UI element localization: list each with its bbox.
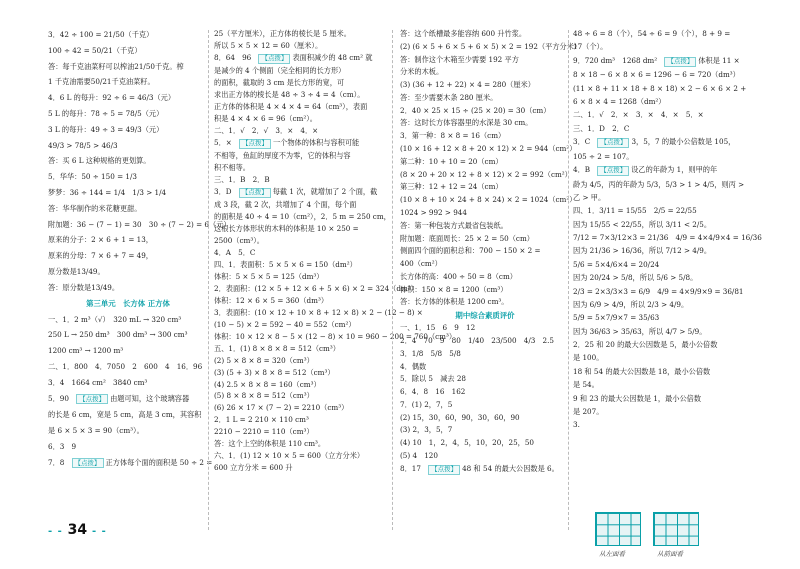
line: 答：第一种包装方式最省包装纸。 (400, 220, 508, 230)
line: 3．第一种：8 × 8 = 16（cm） (400, 131, 506, 141)
cube-view-figure (595, 512, 755, 557)
line: 原来的分子：2 × 6 + 1 = 13， (48, 235, 153, 245)
line: 不相等，鱼缸的厚度不为零，它的体积与容 (214, 150, 351, 160)
line: 4．A 5．C (214, 247, 256, 257)
line: 成 3 段，截 2 次，共增加了 4 个面，每个面 (214, 199, 357, 209)
column-divider (208, 30, 209, 530)
line: 是 6 × 5 × 3 = 90（cm³）。 (48, 426, 144, 436)
line: 求出正方体的棱长是 48 ÷ 3 ÷ 4 = 4（cm）。 (214, 89, 365, 99)
hint-tag: 【点拨】 (76, 394, 108, 405)
line: 答：买 6 L 这种规格的更划算。 (48, 156, 151, 166)
line: 7．(1) 2，7，5 (400, 399, 453, 409)
line: 答：至少需要木条 280 厘米。 (400, 92, 498, 102)
line: 100 ÷ 42 = 50/21（千克） (48, 45, 142, 55)
line: 积不相等。 (214, 162, 250, 172)
line: 18 和 54 的最大公因数是 18，最小公倍数 (573, 366, 711, 376)
page-number (48, 522, 107, 538)
line: 侧面四个面的面积总和：700 − 150 × 2 = (400, 246, 541, 256)
line: (4) 10 1，2，4，5，10，20，25，50 (400, 438, 534, 448)
line: 答：这时长方体容器里的水深是 30 cm。 (400, 118, 533, 128)
line: (3) (5 + 3) × 8 × 8 = 512（cm³） (214, 367, 335, 377)
line: (3) (36 + 12 + 22) × 4 = 280（厘米） (400, 80, 535, 90)
line: 17（个）。 (573, 42, 608, 52)
line: (2) 5 × 8 × 8 = 320（cm³） (214, 355, 314, 365)
line: 这根长方体形状的木料的体积是 10 × 250 = (214, 223, 359, 233)
line: 2．4 70 9 80 1/40 23/500 4/3 2.5 (400, 336, 554, 345)
hint-tag: 【点拨】 (428, 465, 460, 475)
line: 附加题：36 − (7 − 1) = 30 30 ÷ (7 − 2) = 6（元） (48, 219, 231, 229)
line: (2) (6 × 5 + 6 × 5 + 6 × 5) × 2 = 192（平方分米） (400, 41, 582, 51)
line: 答：制作这个木箱至少需要 192 平方 (400, 54, 519, 64)
line: 答：原分数是13/49。 (48, 282, 120, 292)
line: 1024 > 992 > 944 (400, 207, 467, 217)
line: 所以 5 × 5 × 12 = 60（厘米）。 (214, 40, 323, 50)
line: (10 × 16 + 12 × 8 + 20 × 12) × 2 = 944（cm²） (400, 144, 577, 154)
line: 因为 6/9 > 4/9，所以 2/3 > 4/9。 (573, 299, 689, 309)
line: 5．× 【点拨】 一个物体的体积与容积可能 (214, 137, 360, 147)
line: 1200 cm³ → 1200 m³ (48, 346, 124, 356)
line: 一、1．2 m³（√） 320 mL → 320 cm³ (48, 314, 182, 324)
line: 105 ÷ 2 = 107。 (573, 151, 634, 161)
line: 一、1．15 6 9 12 (400, 323, 476, 333)
line: 4．6 L 的每升：92 ÷ 6 = 46/3（元） (48, 93, 176, 103)
hint-tag: 【点拨】 (239, 139, 271, 149)
line: 2．40 × 25 × 15 ÷ (25 × 20) = 30（cm） (400, 105, 551, 115)
line: 6 × 8 × 4 = 1268（dm²） (573, 97, 666, 107)
line: 三、1．D 2．C (573, 123, 630, 133)
line: 原分数是13/49。 (48, 266, 105, 276)
line: 4．B 【点拨】 设乙的年龄为 1，则甲的年 (573, 165, 718, 175)
line: 是 207。 (573, 406, 604, 416)
line: (6) 26 × 17 × (7 − 2) = 2210（cm³） (214, 403, 349, 413)
line: 的面积，截取的 3 cm 是长方形的宽，可 (214, 78, 345, 88)
line: 梦梦：36 ÷ 144 = 1/4 1/3 > 1/4 (48, 187, 167, 197)
line: 五、1．(1) 8 × 8 × 8 = 512（cm³） (214, 343, 340, 353)
hint-tag: 【点拨】 (239, 188, 271, 198)
line: (2) 15，30，60，90，30，60，90 (400, 412, 520, 422)
hint-tag: 【点拨】 (597, 166, 629, 176)
front-view-caption: 从前面看 (657, 550, 683, 558)
line: 5 L 的每升：78 ÷ 5 = 78/5（元） (48, 108, 164, 118)
line: 3 L 的每升：49 ÷ 3 = 49/3（元） (48, 124, 164, 134)
line: 答：每千克油菜籽可以榨油21/50千克。榨 (48, 61, 184, 71)
line: 是减少的 4 个侧面（完全相同的长方形） (214, 66, 346, 76)
line: 2500（cm³）。 (214, 235, 264, 245)
line: 3．1/8 5/8 5/8 (400, 348, 461, 358)
line: 因为 36/63 > 35/63，所以 4/7 > 5/9。 (573, 326, 707, 336)
line: 体积：150 × 8 = 1200（cm³） (400, 284, 508, 294)
line: 第二种：10 + 10 = 20（cm） (400, 156, 503, 166)
line: 答：这个上空的体积是 110 cm³。 (214, 439, 326, 449)
line: 3．4 1664 cm² 3840 cm³ (48, 377, 148, 387)
line: 5．华华：50 ÷ 150 = 1/3 (48, 172, 137, 182)
line: (5) 4 120 (400, 451, 438, 461)
line: 5/9 = 5×7/9×7 = 35/63 (573, 313, 660, 323)
page-number-value: 34 (67, 522, 88, 538)
line: 49/3 > 78/5 > 46/3 (48, 140, 118, 150)
line: 分米的木板。 (400, 67, 444, 77)
line: 三、1．B 2．B (214, 174, 270, 184)
line: 8．64 96 【点拨】 表面积减少的 48 cm² 就 (214, 52, 373, 62)
line: 的长是 6 cm，宽是 5 cm，高是 3 cm，其容积 (48, 410, 202, 420)
line: 2．表面积：(12 × 5 + 12 × 6 + 5 × 6) × 2 = 324（dm²） (214, 283, 418, 293)
line: 四、1．表面积：5 × 5 × 6 = 150（dm²） (214, 259, 357, 269)
line: (3) 2，3，5，7 (400, 425, 453, 435)
hint-tag: 【点拨】 (597, 138, 629, 148)
line: 二、1．800 4．7050 2 600 4 16．96 (48, 362, 203, 371)
line: 四、1．3/11 = 15/55 2/5 = 22/55 (573, 206, 697, 216)
line: 5．90 【点拨】 由题可知，这个玻璃容器 (48, 393, 190, 403)
line: (10 − 5) × 2 = 592 − 40 = 552（cm²） (214, 319, 356, 329)
line: 2210 − 2210 = 110（cm³） (214, 427, 314, 437)
line: 长方体的高：400 ÷ 50 = 8（cm） (400, 271, 517, 281)
line: 25（平方厘米），正方体的棱长是 5 厘米。 (214, 29, 351, 38)
line: (8 × 20 + 20 × 12 + 8 × 12) × 2 = 992（cm²） (400, 169, 572, 179)
line: 体积：5 × 5 × 5 = 125（dm³） (214, 271, 324, 281)
line: 因为 21/36 > 16/36，所以 7/12 > 4/9。 (573, 246, 712, 256)
line: 3．C 【点拨】 3，5，7 的最小公倍数是 105， (573, 137, 736, 147)
line: 2．25 和 20 的最大公因数是 5，最小公倍数 (573, 340, 718, 350)
line: 7/12 = 7×3/12×3 = 21/36 4/9 = 4×4/9×4 = 16/36 (573, 233, 762, 243)
column-divider (392, 30, 393, 530)
line: 2．1 L = 2 210 × 110 cm³ (214, 415, 309, 425)
line: 正方体的体积是 4 × 4 × 4 = 64（cm³），表面 (214, 101, 368, 111)
answer-column-3 (400, 29, 582, 479)
front-view-grid (653, 512, 699, 546)
left-view-caption: 从左面看 (599, 550, 625, 558)
line: 3．D 【点拨】 每截 1 次，就增加了 2 个面，截 (214, 186, 378, 196)
line: 6．4．8 16 162 (400, 387, 466, 397)
line: 5/6 = 5×4/6×4 = 20/24 (573, 259, 660, 269)
line: 8．17 【点拨】 48 和 54 的最大公因数是 6。 (400, 463, 559, 473)
line: 是 100。 (573, 353, 604, 363)
hint-tag: 【点拨】 (72, 458, 104, 469)
unit-title: 第三单元 长方体 正方体 (86, 298, 170, 308)
page-number-decoration: - - (48, 526, 63, 537)
line: 体积：10 × 12 × 8 − 5 × (12 − 8) × 10 = 960 − 200 = 760（cm³） (214, 331, 457, 341)
line: 是 54。 (573, 380, 599, 390)
line: (10 × 8 + 10 × 24 + 8 × 24) × 2 = 1024（cm²） (400, 195, 577, 205)
line: 答：长方体的体积是 1200 cm³。 (400, 297, 509, 307)
line: (4) 2.5 × 8 × 8 = 160（cm³） (214, 379, 321, 389)
line: 600 立方分米 = 600 升 (214, 463, 293, 473)
line: 龄为 4/5，丙的年龄为 5/3，5/3 > 1 > 4/5，则丙 > (573, 179, 745, 189)
line: 第三种：12 + 12 = 24（cm） (400, 182, 503, 192)
line: 原来的分母：7 × 6 + 7 = 49， (48, 251, 153, 261)
line: 1 千克油需要50/21千克油菜籽。 (48, 77, 155, 87)
line: 2/3 = 2×3/3×3 = 6/9 4/9 = 4×9/9×9 = 36/81 (573, 286, 744, 296)
line: 9．720 dm³ 1268 dm² 【点拨】 体积是 11 × (573, 55, 740, 65)
line: (5) 8 × 8 × 8 = 512（cm³） (214, 391, 314, 401)
line: 5．除以 5 减去 28 (400, 374, 466, 384)
line: 9 和 23 的最大公因数是 1，最小公倍数 (573, 393, 702, 403)
page-number-decoration: - - (92, 526, 107, 537)
line: 3．表面积：(10 × 12 + 10 × 8 + 12 × 8) × 2 − (12 − 8) × (214, 307, 423, 317)
line: 答：这个纸槽最多能容纳 600 升竹浆。 (400, 29, 527, 38)
hint-tag: 【点拨】 (258, 54, 290, 64)
line: 附加题：底面周长：25 × 2 = 50（cm） (400, 233, 534, 243)
hint-tag: 【点拨】 (664, 57, 696, 67)
answer-column-1 (48, 30, 231, 475)
left-view-grid (595, 512, 641, 546)
line: 6．3 9 (48, 442, 77, 452)
line: 乙 > 甲。 (573, 192, 606, 202)
line: 48 ÷ 6 = 8（个），54 ÷ 6 = 9（个），8 + 9 = (573, 29, 731, 38)
line: (11 × 8 + 11 × 18 + 8 × 18) × 2 − 6 × 6 × 2 + (573, 83, 747, 93)
line: 250 L → 250 dm³ 300 dm³ → 300 cm³ (48, 330, 188, 340)
line: 因为 15/55 < 22/55，所以 3/11 < 2/5。 (573, 219, 712, 229)
line: 二、1．√ 2．√ 3．× 4．× (214, 125, 319, 135)
line: 积是 4 × 4 × 6 = 96（cm²）。 (214, 113, 317, 123)
line: 二、1．√ 2．× 3．× 4．× 5．× (573, 110, 704, 120)
line: 答：华华制作的米花糖更甜。 (48, 203, 142, 213)
line: 因为 20/24 > 5/8，所以 5/6 > 5/8。 (573, 273, 698, 283)
line: 400（cm²） (400, 259, 442, 269)
line: 3. (573, 420, 580, 430)
column-divider (568, 30, 569, 530)
section-title: 期中综合素质评价 (455, 311, 515, 321)
line: 的面积是 40 ÷ 4 = 10（cm²），2．5 m = 250 cm， (214, 211, 391, 221)
answer-column-4 (573, 30, 773, 435)
line: 3．42 ÷ 100 = 21/50（千克） (48, 30, 154, 39)
line: 体积：12 × 6 × 5 = 360（dm³） (214, 295, 329, 305)
line: 7．8 【点拨】 正方体每个面的面积是 50 ÷ 2 = (48, 457, 213, 467)
line: 4．偶数 (400, 361, 427, 371)
line: 六、1．(1) 12 × 10 × 5 = 600（立方分米） (214, 451, 365, 461)
line: 8 × 18 − 6 × 8 × 6 = 1296 − 6 = 720（dm³） (573, 70, 740, 80)
